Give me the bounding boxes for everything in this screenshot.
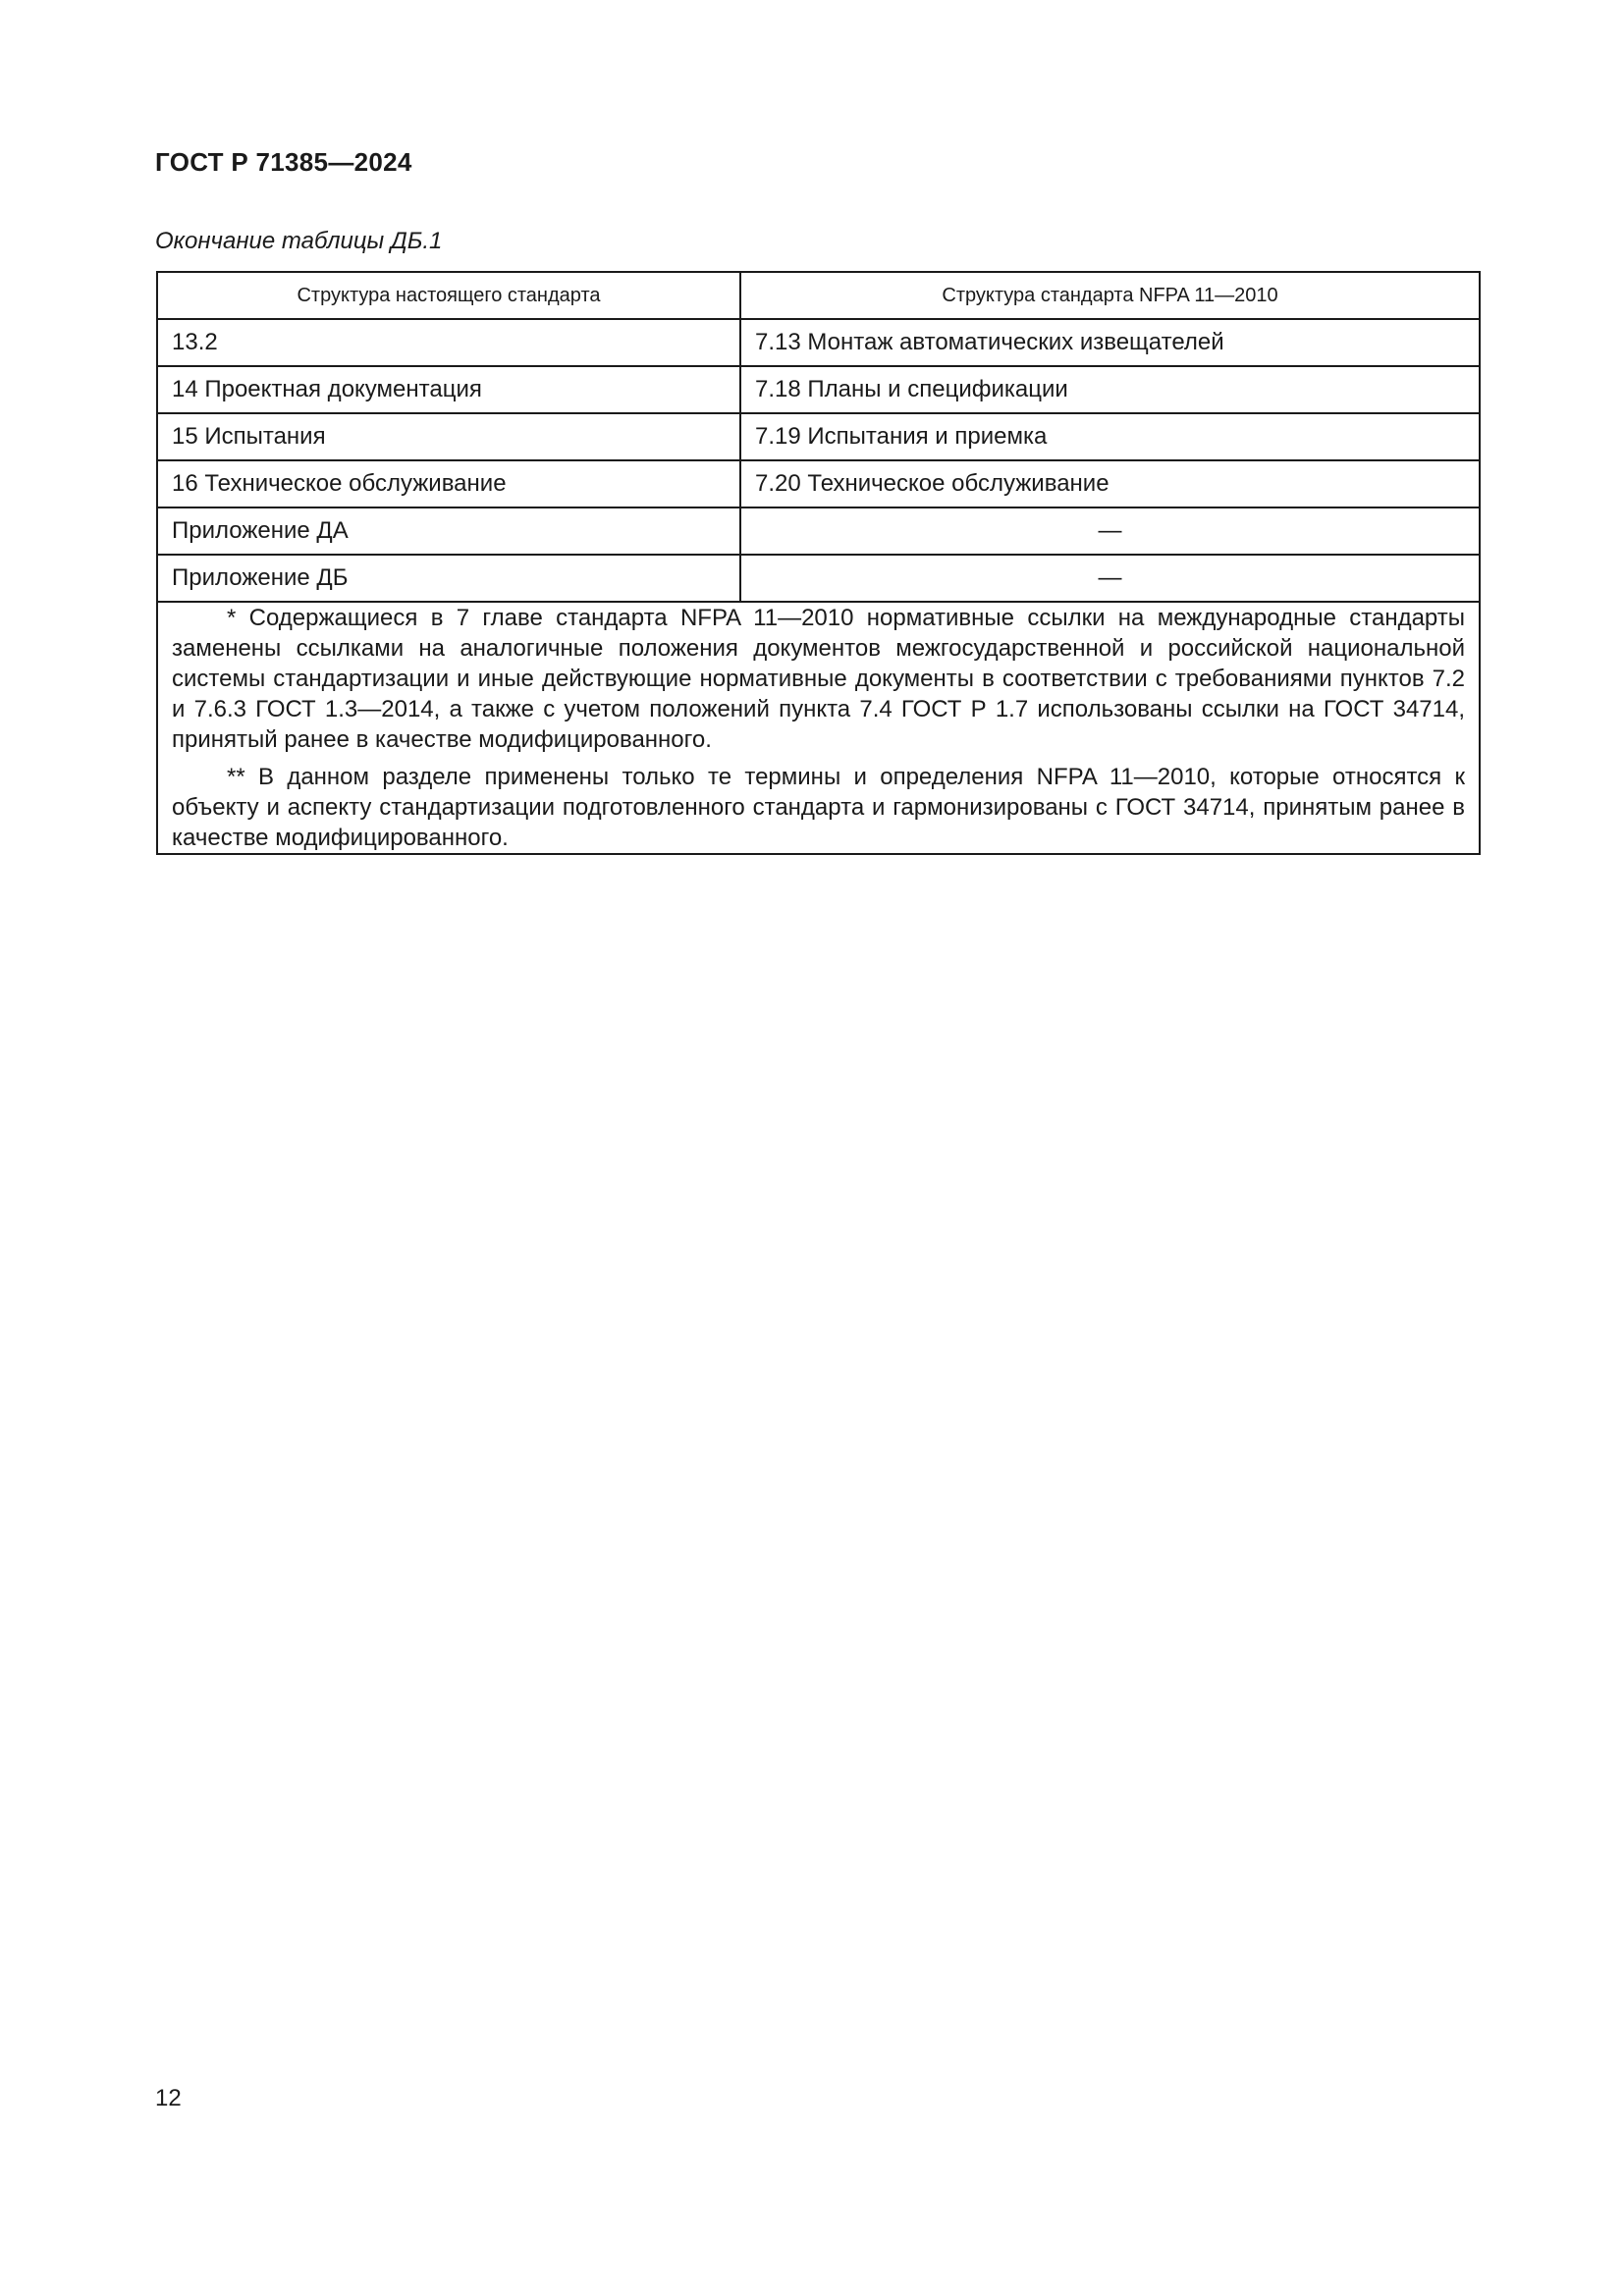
table-cell: 7.18 Планы и спецификации <box>740 366 1480 413</box>
table-row <box>157 319 1480 366</box>
table-cell: Приложение ДБ <box>157 555 740 602</box>
table-header-row <box>157 272 1480 319</box>
table-cell: Приложение ДА <box>157 507 740 555</box>
column-header: Структура настоящего стандарта <box>157 272 740 319</box>
footnote-single-asterisk: * Содержащиеся в 7 главе стандарта NFPA 11—2010 нормативные ссылки на международные стандарты заменены ссылками на аналогичные положения документов межгосударственной и российской национальной системы стандартизации и иные действующие нормативные документы в соответствии с требованиями пунктов 7.2 и 7.6.3 ГОСТ 1.3—2014, а также с учетом положений пункта 7.4 ГОСТ Р 1.7 использованы ссылки на ГОСТ 34714, принятый ранее в качестве модифицированного. <box>172 605 1465 753</box>
page-number: 12 <box>155 2085 182 2111</box>
document-header: ГОСТ Р 71385—2024 <box>155 147 412 177</box>
footnote-double-asterisk: ** В данном разделе применены только те термины и определения NFPA 11—2010, которые относятся к объекту и аспекту стандартизации подготовленного стандарта и гармонизированы с ГОСТ 34714, принятым ранее в качестве модифицированного. <box>172 764 1465 851</box>
table-cell: — <box>740 507 1480 555</box>
table-cell: 7.20 Техническое обслуживание <box>740 460 1480 507</box>
table-caption: Окончание таблицы ДБ.1 <box>155 228 443 254</box>
table-row <box>157 555 1480 602</box>
table-row <box>157 507 1480 555</box>
table-notes <box>157 602 1480 854</box>
table-cell: 7.19 Испытания и приемка <box>740 413 1480 460</box>
table-cell: 16 Техническое обслуживание <box>157 460 740 507</box>
column-header: Структура стандарта NFPA 11—2010 <box>740 272 1480 319</box>
table-notes-row <box>157 602 1480 854</box>
table-cell: 15 Испытания <box>157 413 740 460</box>
table-cell: 13.2 <box>157 319 740 366</box>
table-cell: 14 Проектная документация <box>157 366 740 413</box>
table-row <box>157 413 1480 460</box>
correspondence-table <box>156 271 1481 855</box>
table-row <box>157 460 1480 507</box>
table-cell: — <box>740 555 1480 602</box>
table-cell: 7.13 Монтаж автоматических извещателей <box>740 319 1480 366</box>
table-row <box>157 366 1480 413</box>
